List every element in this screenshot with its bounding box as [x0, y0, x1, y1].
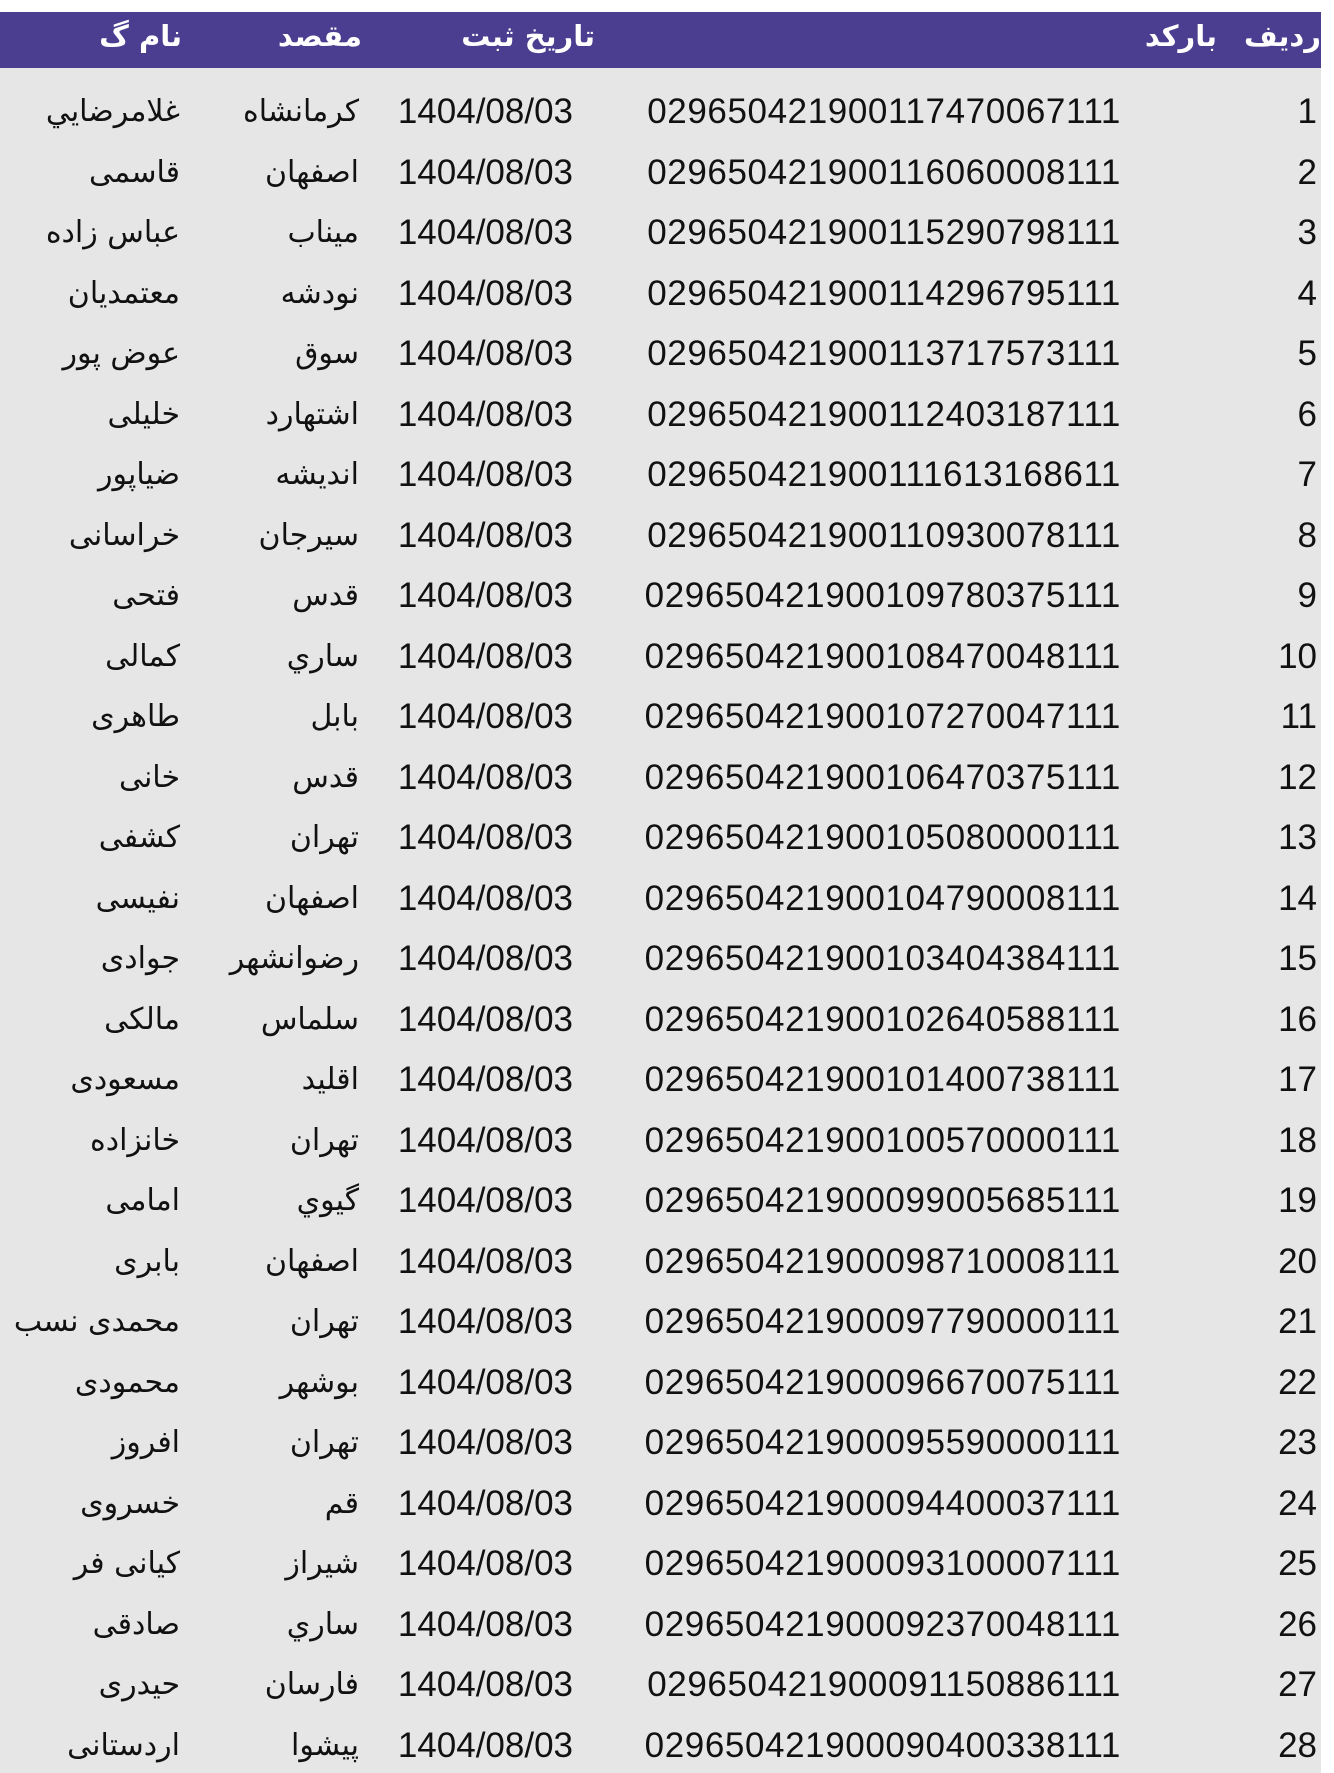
date-cell: 1404/08/03	[397, 273, 573, 313]
barcode-cell: 029650421900103404384111	[644, 939, 1121, 978]
table-row	[0, 1353, 1321, 1414]
row-number-cell: 27	[1278, 1665, 1317, 1704]
date-cell: 1404/08/03	[397, 636, 573, 676]
barcode-cell: 029650421900117470067111	[647, 92, 1121, 131]
cut-off-text-fragment	[1106, 1750, 1118, 1762]
barcode-cell: 029650421900105080000111	[644, 818, 1121, 857]
table-row	[0, 445, 1321, 506]
destination-cell: قدس	[292, 759, 359, 795]
table-row	[0, 203, 1321, 264]
table-row	[0, 990, 1321, 1051]
name-cell: غلامرضايي	[45, 94, 180, 129]
destination-cell: قم	[324, 1485, 359, 1521]
date-cell: 1404/08/03	[397, 1060, 573, 1099]
date-cell: 1404/08/03	[397, 1241, 573, 1281]
destination-cell: ساري	[286, 638, 359, 674]
date-cell: 1404/08/03	[397, 1544, 573, 1583]
table-row	[0, 143, 1321, 204]
table-row	[0, 1171, 1321, 1232]
destination-cell: اقليد	[301, 1062, 359, 1097]
barcode-cell: 029650421900098710008111	[644, 1241, 1121, 1281]
row-number-cell: 6	[1297, 394, 1317, 434]
barcode-cell: 029650421900096670075111	[644, 1362, 1121, 1402]
destination-cell: تهران	[289, 820, 359, 855]
row-number-cell: 9	[1297, 576, 1317, 615]
name-cell: محمودی	[74, 1364, 180, 1400]
name-cell: خراسانی	[68, 517, 180, 553]
table-row	[0, 627, 1321, 688]
destination-cell: بوشهر	[279, 1364, 359, 1400]
table-row	[0, 1716, 1321, 1773]
name-cell: امامی	[105, 1183, 180, 1218]
table-row	[0, 1474, 1321, 1535]
header-date: تاریخ ثبت	[461, 19, 595, 53]
barcode-cell: 029650421900101400738111	[644, 1060, 1121, 1099]
date-cell: 1404/08/03	[397, 1665, 573, 1704]
destination-cell: رضوانشهر	[229, 941, 359, 976]
name-cell: عوض پور	[62, 336, 180, 371]
barcode-cell: 029650421900093100007111	[644, 1544, 1121, 1583]
destination-cell: كرمانشاه	[242, 94, 359, 129]
row-number-cell: 12	[1278, 757, 1317, 797]
name-cell: فتحی	[112, 578, 180, 613]
barcode-cell: 029650421900113717573111	[647, 334, 1121, 373]
barcode-cell: 029650421900097790000111	[644, 1302, 1121, 1341]
date-cell: 1404/08/03	[397, 92, 573, 131]
barcode-cell: 029650421900106470375111	[644, 757, 1121, 797]
name-cell: خسروی	[80, 1485, 180, 1521]
destination-cell: پيشوا	[291, 1727, 359, 1763]
name-cell: نفیسی	[95, 880, 180, 916]
date-cell: 1404/08/03	[397, 152, 573, 192]
row-number-cell: 18	[1278, 1120, 1317, 1160]
date-cell: 1404/08/03	[397, 1302, 573, 1341]
date-cell: 1404/08/03	[397, 1604, 573, 1644]
row-number-cell: 7	[1297, 455, 1317, 494]
barcode-cell: 029650421900094400037111	[644, 1483, 1121, 1523]
name-cell: خلیلی	[107, 396, 180, 432]
table-row	[0, 748, 1321, 809]
date-cell: 1404/08/03	[397, 1120, 573, 1160]
row-number-cell: 8	[1297, 515, 1317, 555]
table-row	[0, 1232, 1321, 1293]
date-cell: 1404/08/03	[397, 1181, 573, 1220]
date-cell: 1404/08/03	[397, 939, 573, 978]
row-number-cell: 26	[1278, 1604, 1317, 1644]
destination-cell: اصفهان	[265, 1243, 359, 1279]
row-number-cell: 28	[1278, 1725, 1317, 1765]
date-cell: 1404/08/03	[397, 576, 573, 615]
date-cell: 1404/08/03	[397, 1483, 573, 1523]
date-cell: 1404/08/03	[397, 697, 573, 736]
row-number-cell: 21	[1278, 1302, 1317, 1341]
row-number-cell: 24	[1278, 1483, 1317, 1523]
header-name: نام گ	[99, 19, 182, 53]
row-number-cell: 10	[1278, 636, 1317, 676]
barcode-cell: 029650421900116060008111	[647, 152, 1121, 192]
table-row	[0, 1292, 1321, 1353]
name-cell: مسعودی	[70, 1062, 180, 1097]
name-cell: افروز	[111, 1425, 180, 1460]
destination-cell: اصفهان	[265, 154, 359, 190]
table-row	[0, 929, 1321, 990]
barcode-cell: 029650421900109780375111	[644, 576, 1121, 615]
name-cell: بابری	[114, 1243, 180, 1279]
name-cell: عباس زاده	[45, 215, 180, 250]
name-cell: جوادی	[100, 941, 180, 976]
destination-cell: تهران	[289, 1304, 359, 1339]
barcode-cell: 029650421900099005685111	[644, 1181, 1121, 1220]
name-cell: اردستانی	[67, 1727, 180, 1763]
barcode-cell: 029650421900110930078111	[647, 515, 1121, 555]
date-cell: 1404/08/03	[397, 394, 573, 434]
table-row	[0, 808, 1321, 869]
name-cell: معتمديان	[67, 275, 180, 311]
table-row	[0, 869, 1321, 930]
destination-cell: ميناب	[287, 215, 359, 250]
name-cell: ضياپور	[97, 457, 180, 492]
destination-cell: اصفهان	[265, 880, 359, 916]
table-row	[0, 1111, 1321, 1172]
row-number-cell: 3	[1297, 213, 1317, 252]
table-row	[0, 566, 1321, 627]
row-number-cell: 19	[1278, 1181, 1317, 1220]
destination-cell: اشتهارد	[265, 396, 359, 432]
name-cell: قاسمی	[89, 154, 180, 190]
destination-cell: نودشه	[280, 275, 359, 311]
name-cell: حیدری	[98, 1667, 180, 1702]
date-cell: 1404/08/03	[397, 1423, 573, 1462]
name-cell: کیانی فر	[73, 1546, 180, 1581]
table-row	[0, 1050, 1321, 1111]
date-cell: 1404/08/03	[397, 757, 573, 797]
name-cell: کشفی	[98, 820, 180, 855]
date-cell: 1404/08/03	[397, 878, 573, 918]
date-cell: 1404/08/03	[397, 1362, 573, 1402]
barcode-cell: 029650421900095590000111	[644, 1423, 1121, 1462]
destination-cell: ساري	[286, 1606, 359, 1642]
row-number-cell: 17	[1278, 1060, 1317, 1099]
name-cell: طاهری	[91, 699, 180, 734]
name-cell: خانی	[118, 759, 180, 795]
row-number-cell: 14	[1278, 878, 1317, 918]
table-row	[0, 1595, 1321, 1656]
row-number-cell: 25	[1278, 1544, 1317, 1583]
barcode-cell: 029650421900108470048111	[644, 636, 1121, 676]
table-row	[0, 385, 1321, 446]
destination-cell: تهران	[289, 1425, 359, 1460]
date-cell: 1404/08/03	[397, 455, 573, 494]
row-number-cell: 15	[1278, 939, 1317, 978]
table-row	[0, 82, 1321, 143]
row-number-cell: 23	[1278, 1423, 1317, 1462]
name-cell: مالکی	[104, 1001, 180, 1037]
row-number-cell: 13	[1278, 818, 1317, 857]
destination-cell: فارسان	[264, 1667, 359, 1702]
barcode-cell: 029650421900107270047111	[644, 697, 1121, 736]
shipment-table	[0, 12, 1321, 1773]
table-row	[0, 1655, 1321, 1716]
row-number-cell: 1	[1297, 92, 1317, 131]
date-cell: 1404/08/03	[397, 999, 573, 1039]
barcode-cell: 029650421900090400338111	[644, 1725, 1121, 1765]
table-body	[0, 82, 1321, 1773]
row-number-cell: 5	[1297, 334, 1317, 373]
header-row-number: ردیف	[1243, 19, 1321, 53]
header-barcode: بارکد	[1144, 19, 1217, 53]
row-number-cell: 11	[1280, 697, 1317, 736]
row-number-cell: 4	[1297, 273, 1317, 313]
barcode-cell: 029650421900102640588111	[644, 999, 1121, 1039]
date-cell: 1404/08/03	[397, 213, 573, 252]
table-row	[0, 506, 1321, 567]
destination-cell: شيراز	[285, 1546, 359, 1581]
date-cell: 1404/08/03	[397, 1725, 573, 1765]
destination-cell: سيرجان	[258, 517, 359, 553]
header-destination: مقصد	[277, 19, 362, 53]
table-row	[0, 687, 1321, 748]
destination-cell: انديشه	[275, 457, 359, 492]
destination-cell: تهران	[289, 1122, 359, 1158]
barcode-cell: 029650421900112403187111	[647, 394, 1121, 434]
row-number-cell: 22	[1278, 1362, 1317, 1402]
table-header	[0, 12, 1321, 68]
barcode-cell: 029650421900091150886111	[647, 1665, 1121, 1704]
barcode-cell: 029650421900111613168611	[647, 455, 1121, 494]
date-cell: 1404/08/03	[397, 515, 573, 555]
table-row	[0, 1534, 1321, 1595]
name-cell: محمدی نسب	[13, 1304, 180, 1339]
destination-cell: سوق	[295, 336, 359, 371]
barcode-cell: 029650421900092370048111	[644, 1604, 1121, 1644]
table-row	[0, 1413, 1321, 1474]
barcode-cell: 029650421900114296795111	[647, 273, 1121, 313]
row-number-cell: 2	[1297, 152, 1317, 192]
barcode-cell: 029650421900100570000111	[644, 1120, 1121, 1160]
name-cell: خانزاده	[90, 1122, 180, 1158]
destination-cell: گيوي	[296, 1183, 359, 1218]
row-number-cell: 20	[1278, 1241, 1317, 1281]
date-cell: 1404/08/03	[397, 334, 573, 373]
table-row	[0, 324, 1321, 385]
name-cell: کمالی	[105, 638, 180, 674]
name-cell: صادقی	[92, 1606, 180, 1642]
destination-cell: بابل	[310, 699, 359, 734]
row-number-cell: 16	[1278, 999, 1317, 1039]
table-row	[0, 264, 1321, 325]
barcode-cell: 029650421900115290798111	[647, 213, 1121, 252]
destination-cell: سلماس	[260, 1001, 359, 1037]
barcode-cell: 029650421900104790008111	[644, 878, 1121, 918]
date-cell: 1404/08/03	[397, 818, 573, 857]
destination-cell: قدس	[292, 578, 359, 613]
